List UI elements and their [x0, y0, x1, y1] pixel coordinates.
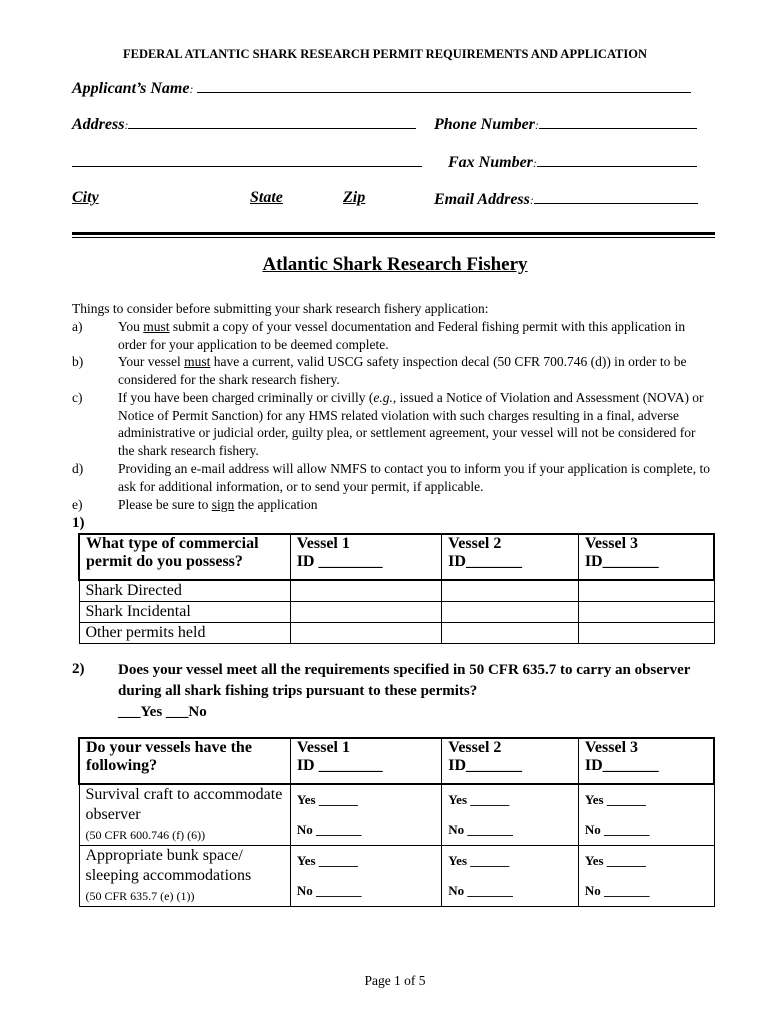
vessel-2-cell [442, 846, 579, 907]
text-part: You [118, 319, 144, 334]
emphasis: must [143, 319, 170, 334]
text-part: If you have been charged criminally or civilly ( [118, 390, 374, 405]
regulation-ref: (50 CFR 600.746 (f) (6)) [85, 828, 206, 842]
table-header-row [79, 534, 714, 580]
list-text: Providing an e-mail address will allow NMFS to contact you to inform you if your application is complete, to ask for additional information, or to send your permit, if applicable. [118, 461, 711, 494]
table-row [79, 623, 714, 644]
no-option[interactable]: No _______ [584, 822, 650, 837]
question-2-text [118, 660, 718, 723]
table-header-cell: Vessel 1 ID ________ [290, 738, 441, 784]
city-label[interactable]: City [72, 189, 99, 206]
vessel-2-cell[interactable] [442, 580, 579, 602]
vessel-3-cell [578, 784, 714, 846]
emphasis: must [184, 354, 211, 369]
vessel-3-cell [578, 846, 714, 907]
text-part: the application [234, 497, 318, 512]
colon: : [189, 82, 194, 96]
list-item [72, 353, 712, 389]
yes-option[interactable]: Yes ______ [448, 792, 510, 807]
table-header-cell: Vessel 3 ID_______ [578, 534, 714, 580]
vessel-3-cell[interactable] [578, 623, 714, 644]
list-item [72, 318, 712, 354]
email-label: Email Address [434, 191, 530, 208]
row-label: Other permits held [79, 623, 290, 644]
yes-option[interactable]: Yes ______ [584, 792, 646, 807]
list-marker: a) [72, 319, 83, 334]
list-marker: d) [72, 461, 84, 476]
applicant-name-row [72, 78, 691, 98]
applicant-name-field[interactable] [197, 78, 691, 93]
table-row [79, 602, 714, 623]
question-2-answer[interactable]: ___Yes ___No [118, 704, 207, 720]
colon: : [532, 156, 537, 170]
table-header-cell: Vessel 2 ID_______ [442, 738, 579, 784]
question-2-prompt: Does your vessel meet all the requirements specified in 50 CFR 635.7 to carry an observer during all shark fishing trips pursuant to these permits? [118, 662, 691, 699]
address-label: Address [72, 116, 125, 133]
table-header-cell: Vessel 2 ID_______ [442, 534, 579, 580]
city-state-zip-row [72, 189, 428, 207]
address-row [72, 114, 416, 134]
vessel-1-cell[interactable] [290, 623, 441, 644]
fax-field[interactable] [537, 152, 697, 167]
divider-thick [72, 232, 715, 235]
question-1-number: 1) [72, 515, 85, 531]
text-part: Your vessel [118, 354, 185, 369]
no-option[interactable]: No _______ [296, 883, 362, 898]
applicant-name-label: Applicant’s Name [72, 80, 190, 97]
table-header-cell: Do your vessels have the following? [79, 738, 290, 784]
intro-text: Things to consider before submitting your shark research fishery application: [72, 301, 489, 316]
table-header-cell: Vessel 1 ID ________ [290, 534, 441, 580]
table-header-row [79, 738, 714, 784]
no-option[interactable]: No _______ [584, 883, 650, 898]
table-header-cell: What type of commercial permit do you possess? [79, 534, 290, 580]
section-title: Atlantic Shark Research Fishery [262, 254, 528, 275]
permit-type-table [78, 533, 715, 644]
fax-row [448, 152, 697, 172]
list-item [72, 460, 712, 496]
yes-option[interactable]: Yes ______ [296, 792, 358, 807]
colon: : [529, 193, 534, 207]
row-label: Shark Directed [79, 580, 290, 602]
row-label-text: Survival craft to accommodate observer [85, 786, 283, 823]
accommodations-table [78, 737, 715, 907]
text-part: have a current, valid USCG safety inspection decal (50 CFR 700.746 (d)) in order to be considered for the shark research fishery. [118, 354, 687, 387]
vessel-2-cell [442, 784, 579, 846]
phone-field[interactable] [539, 114, 697, 129]
state-label[interactable]: State [250, 189, 283, 206]
vessel-2-cell[interactable] [442, 623, 579, 644]
yes-option[interactable]: Yes ______ [296, 853, 358, 868]
table-row [79, 846, 714, 907]
list-marker: e) [72, 497, 83, 512]
table-header-cell: Vessel 3 ID_______ [578, 738, 714, 784]
table-row [79, 580, 714, 602]
row-label [79, 784, 290, 846]
row-label-text: Appropriate bunk space/ sleeping accommodations [85, 847, 252, 884]
row-label: Shark Incidental [79, 602, 290, 623]
no-option[interactable]: No _______ [448, 822, 513, 837]
fax-label: Fax Number [448, 154, 533, 171]
regulation-ref: (50 CFR 635.7 (e) (1)) [85, 889, 195, 903]
list-text [118, 496, 712, 514]
list-text [118, 318, 712, 353]
address-field[interactable] [128, 114, 416, 129]
text-part: Please be sure to [118, 497, 212, 512]
vessel-1-cell [290, 784, 441, 846]
no-option[interactable]: No _______ [296, 822, 362, 837]
address-line-2 [72, 152, 422, 172]
address-line-2-field[interactable] [72, 152, 422, 167]
phone-label: Phone Number [434, 116, 535, 133]
text-part: submit a copy of your vessel documentation and Federal fishing permit with this application in order for your application to be deemed complete. [118, 319, 686, 352]
page-number: Page 1 of 5 [364, 973, 426, 988]
vessel-1-cell[interactable] [290, 580, 441, 602]
form-header: FEDERAL ATLANTIC SHARK RESEARCH PERMIT REQUIREMENTS AND APPLICATION [122, 47, 648, 61]
text-part: , issued a Notice of Violation and Assessment (NOVA) or Notice of Permit Sanction) for any HMS related violation with such charges resulting in a final, adverse administrative or judicial order, guilty plea, or settlement agreement, your vessel will not be considered for the shark research fishery. [118, 390, 704, 458]
emphasis: sign [211, 497, 235, 512]
question-2-number: 2) [72, 661, 85, 677]
email-field[interactable] [534, 189, 698, 204]
zip-label[interactable]: Zip [343, 189, 366, 206]
divider-thin [72, 237, 715, 238]
yes-option[interactable]: Yes ______ [448, 853, 510, 868]
list-text [118, 389, 712, 459]
yes-option[interactable]: Yes ______ [584, 853, 646, 868]
email-row [434, 189, 698, 209]
colon: : [534, 118, 539, 132]
list-item [72, 496, 712, 514]
phone-row [434, 114, 697, 134]
list-marker: c) [72, 390, 83, 405]
list-text [118, 353, 712, 388]
vessel-3-cell[interactable] [578, 580, 714, 602]
table-row [79, 784, 714, 846]
row-label [79, 846, 290, 907]
vessel-2-cell[interactable] [442, 602, 579, 623]
vessel-1-cell [290, 846, 441, 907]
colon: : [124, 118, 129, 132]
vessel-3-cell[interactable] [578, 602, 714, 623]
vessel-1-cell[interactable] [290, 602, 441, 623]
no-option[interactable]: No _______ [448, 883, 513, 898]
list-item [72, 389, 712, 461]
list-marker: b) [72, 354, 84, 369]
italic-text: e.g. [373, 390, 393, 405]
